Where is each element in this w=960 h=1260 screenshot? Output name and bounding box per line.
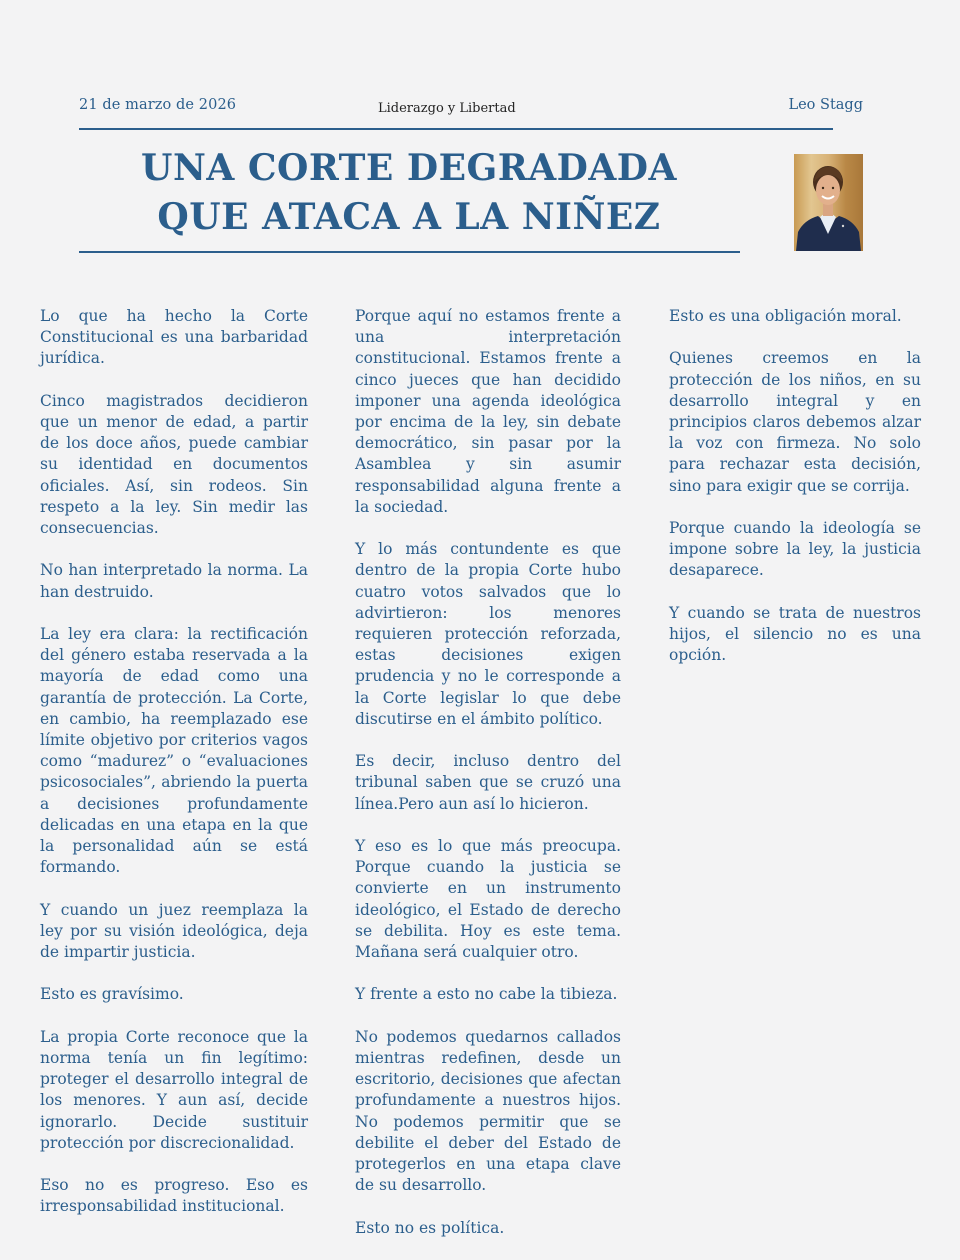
- paragraph: Esto es gravísimo.: [40, 985, 184, 1004]
- paragraph: Es decir, incluso dentro del tribunal saben que se cruzó una línea.Pero aun así lo hicieron.: [355, 752, 621, 813]
- article-date: 21 de marzo de 2026: [79, 97, 237, 113]
- article-column-1: [40, 306, 308, 1239]
- paragraph: Y cuando se trata de nuestros hijos, el silencio no es una opción.: [669, 603, 921, 665]
- paragraph: La propia Corte reconoce que la norma tenía un fin legítimo: proteger el desarrollo integral de los menores. Y aun así, decide ignorarlo. Decide sustituir protección por discrecionalidad.: [40, 1027, 308, 1152]
- author-portrait-icon: [794, 154, 863, 251]
- paragraph: Porque cuando la ideología se impone sobre la ley, la justicia desaparece.: [669, 519, 921, 580]
- paragraph: Quienes creemos en la protección de los niños, en su desarrollo integral y en principios claros debemos alzar la voz con firmeza. No solo para rechazar esta decisión, sino para exigir que se corrija.: [669, 349, 921, 495]
- paragraph: Y cuando un juez reemplaza la ley por su visión ideológica, deja de impartir justicia.: [40, 900, 308, 962]
- paragraph: Y eso es lo que más preocupa. Porque cuando la justicia se convierte en un instrumento ideológico, el Estado de derecho se debilita. Hoy es este tema. Mañana será cualquier otro.: [355, 837, 621, 962]
- paragraph: Esto no es política.: [355, 1218, 505, 1237]
- paragraph: La ley era clara: la rectificación del género estaba reservada a la mayoría de edad como una garantía de protección. La Corte, en cambio, ha reemplazado ese límite objetivo por criterios vagos como “madurez” o “evaluaciones psicosociales”, abriendo la puerta a decisiones profundamente delicadas en una etapa en la que la personalidad aún se está formando.: [40, 625, 308, 877]
- article-column-2: [355, 306, 621, 1260]
- title-divider: [79, 251, 740, 253]
- title-line-1: UNA CORTE DEGRADADA: [141, 147, 677, 189]
- title-line-2: QUE ATACA A LA NIÑEZ: [157, 196, 661, 238]
- paragraph: Eso no es progreso. Eso es irresponsabilidad institucional.: [40, 1176, 308, 1216]
- paragraph: Porque aquí no estamos frente a una interpretación constitucional. Estamos frente a cinco jueces que han decidido imponer una agenda ideológica por encima de la ley, sin debate democrático, sin pasar por la Asamblea y sin asumir responsabilidad alguna frente a la sociedad.: [355, 307, 621, 516]
- paragraph: No podemos quedarnos callados mientras redefinen, desde un escritorio, decisiones que afectan profundamente a nuestros hijos. No podemos permitir que se debilite el deber del Estado de protegerlos en una etapa clave de su desarrollo.: [355, 1027, 621, 1195]
- article-column-3: [669, 306, 921, 688]
- author-name: Leo Stagg: [788, 97, 863, 113]
- paragraph: Lo que ha hecho la Corte Constitucional es una barbaridad jurídica.: [40, 307, 308, 368]
- paragraph: Cinco magistrados decidieron que un menor de edad, a partir de los doce años, puede cambiar su identidad en documentos oficiales. Así, sin rodeos. Sin respeto a la ley. Sin medir las consecuencias.: [40, 391, 308, 538]
- paragraph: Y lo más contundente es que dentro de la propia Corte hubo cuatro votos salvados que lo advirtieron: los menores requieren protección reforzada, estas decisiones exigen prudencia y no le corresponde a la Corte legislar lo que debe discutirse en el ámbito político.: [355, 540, 621, 728]
- paragraph: No han interpretado la norma. La han destruido.: [40, 561, 308, 601]
- header-divider: [79, 128, 833, 130]
- publication-name: Liderazgo y Libertad: [378, 101, 516, 116]
- paragraph: Y frente a esto no cabe la tibieza.: [355, 985, 618, 1004]
- article-title: [79, 144, 739, 242]
- paragraph: Esto es una obligación moral.: [669, 307, 902, 325]
